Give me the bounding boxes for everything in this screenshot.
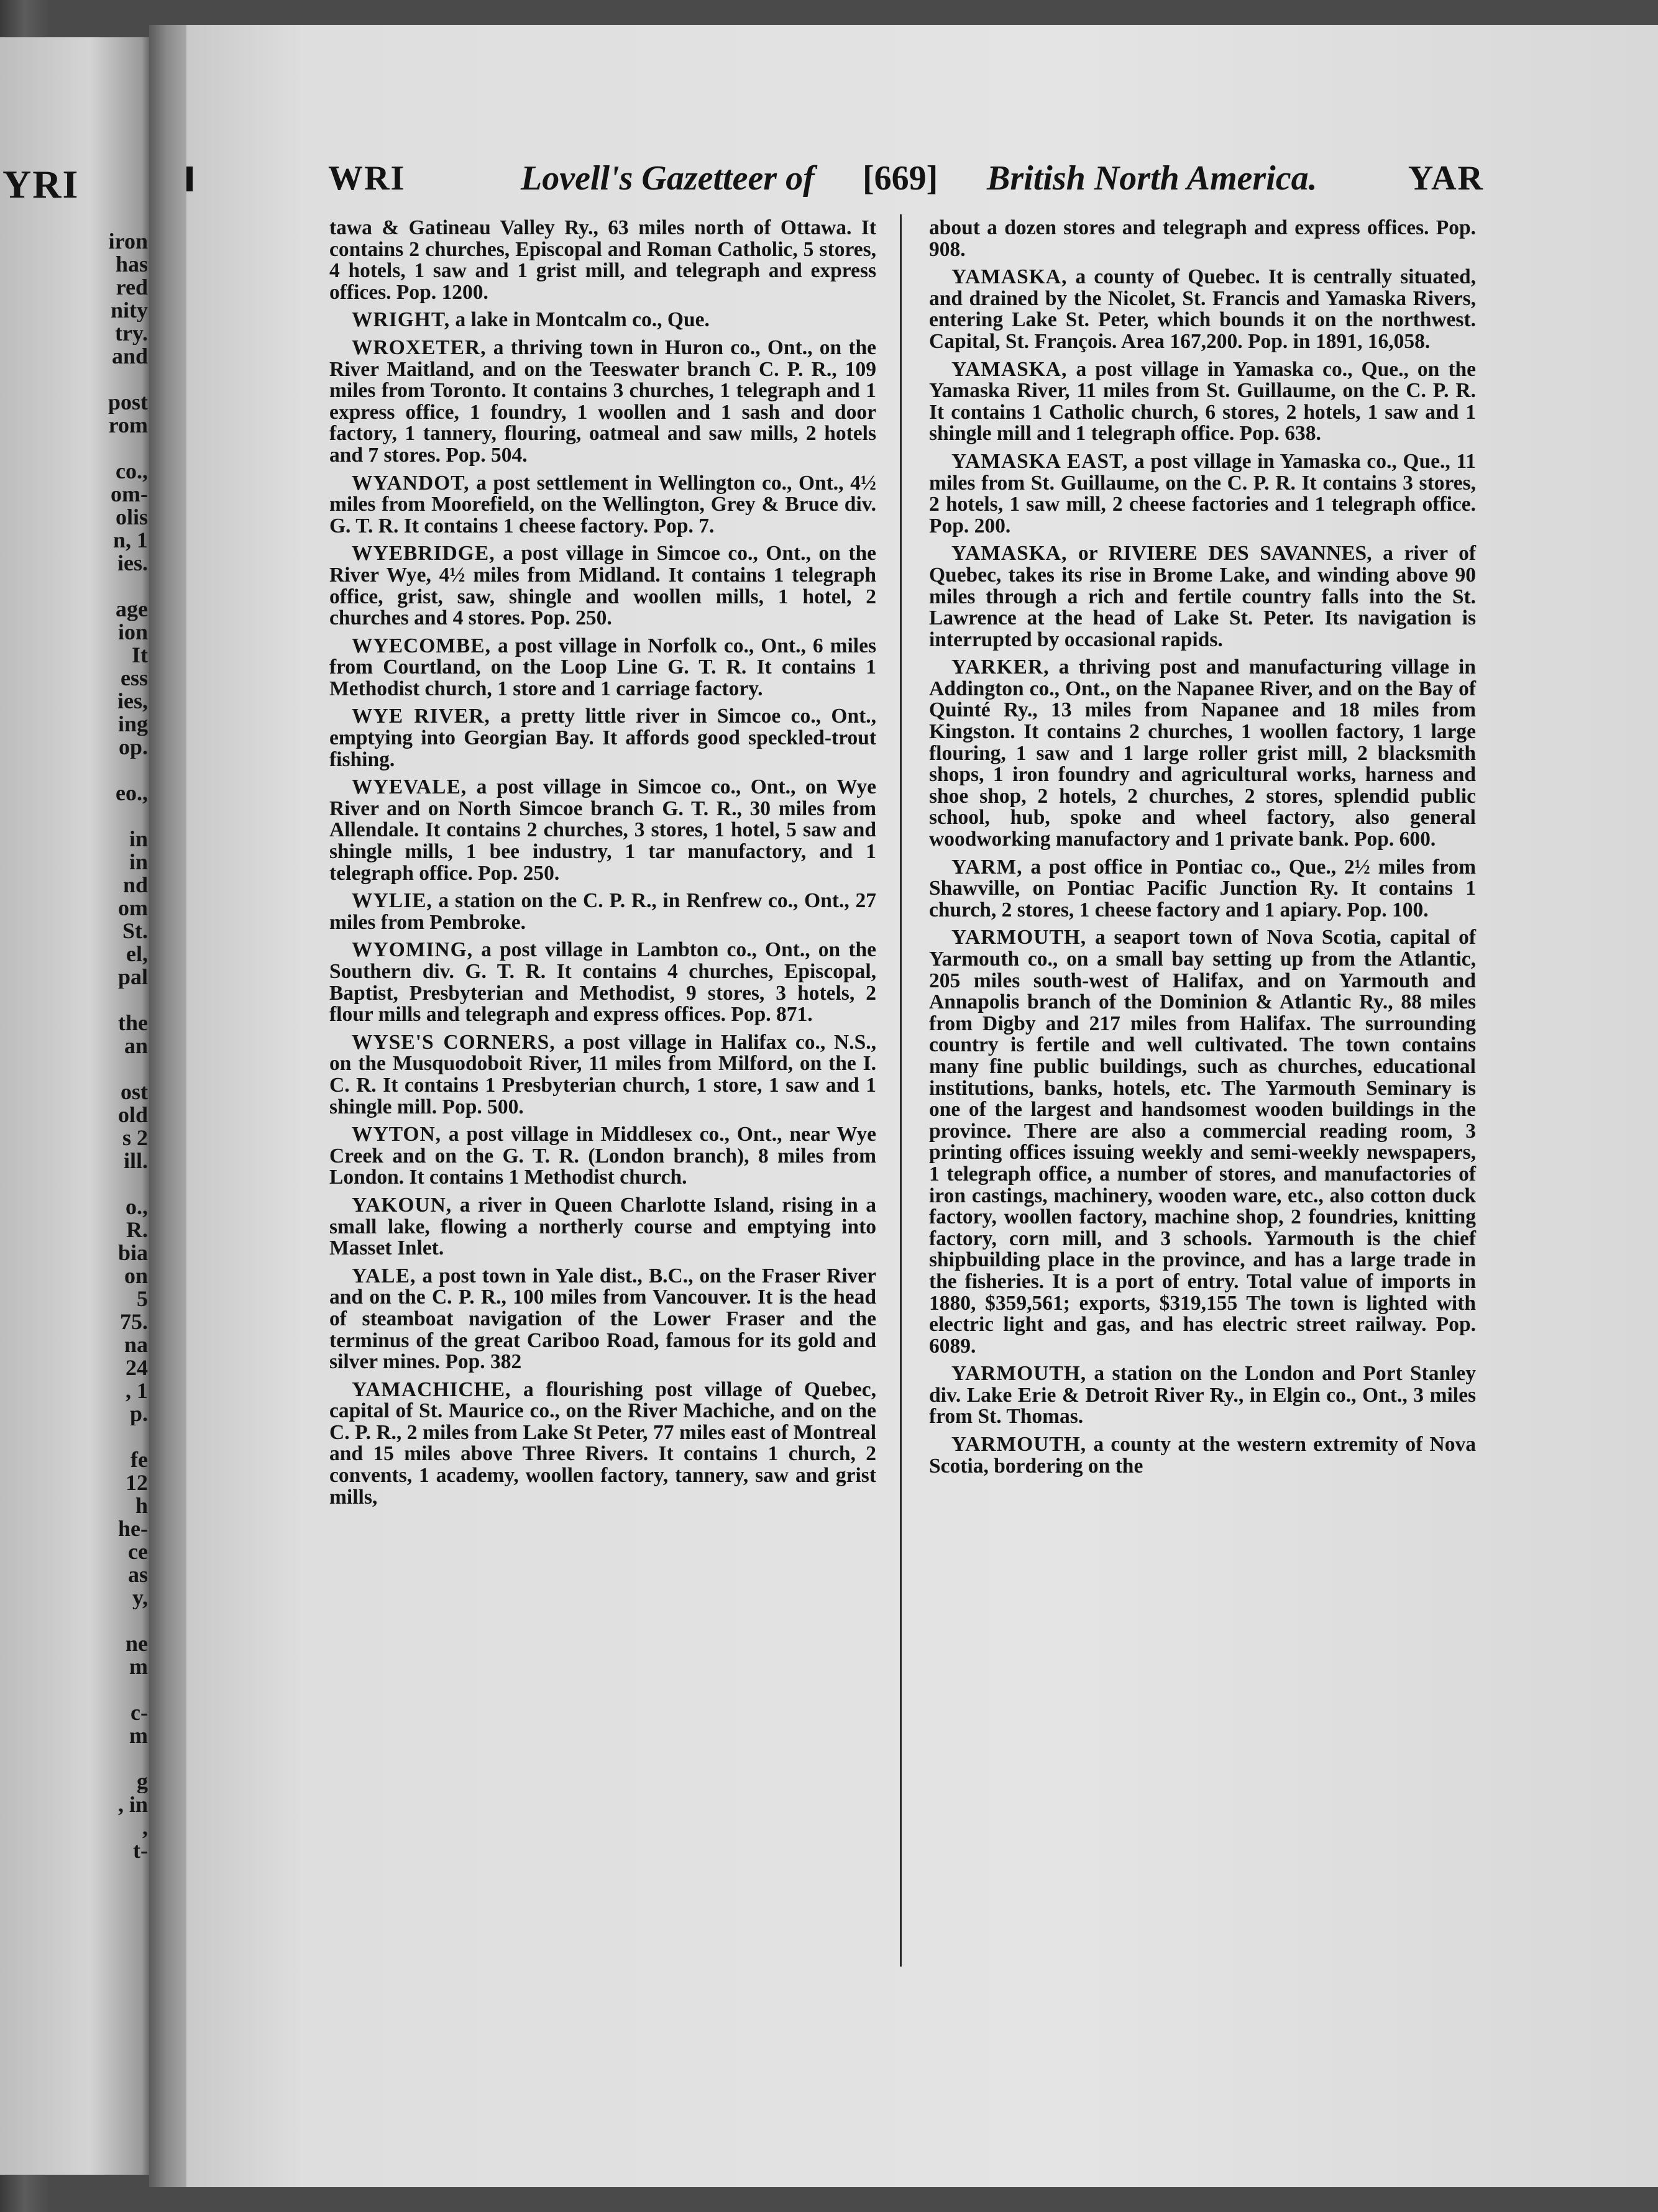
entry-headword: WYEBRIDGE, (352, 542, 495, 565)
header-left-guide: WRI (328, 159, 406, 198)
entry-text (929, 657, 1476, 850)
facing-page-fragment: nity (110, 299, 148, 322)
gazetteer-entry (929, 657, 1476, 850)
facing-page-fragment: ill. (123, 1149, 148, 1172)
entry-headword: YARMOUTH, (951, 1433, 1087, 1456)
entry-text (929, 267, 1476, 352)
gazetteer-entry (929, 1363, 1476, 1428)
entry-body: about a dozen stores and telegraph and express offices. Pop. 908. (929, 216, 1476, 261)
facing-page-fragment: old (117, 1104, 148, 1127)
entry-body: a post village in Simcoe co., Ont., on Wye River and on North Simcoe branch G. T. R., 30 miles from Allendale. It contains 2 churches, 3 stores, 1 hotel, 5 saw and shingle mills, 1 bee industry, 1 tar manufactory, and 1 telegraph office. Pop. 250. (329, 775, 876, 885)
entry-headword: YARKER, (951, 656, 1050, 679)
entry-body: a post town in Yale dist., B.C., on the Fraser River and on the C. P. R., 100 miles from Vancouver. It is the head of steamboat navigation of the Lower Fraser and the terminus of the great Cariboo Road, famous for its gold and silver mines. Pop. 382 (329, 1264, 876, 1374)
entry-body: a station on the London and Port Stanley div. Lake Erie & Detroit River Ry., in Elgin co., Ont., 3 miles from St. Thomas. (929, 1362, 1476, 1428)
facing-page-fragment (5, 1172, 148, 1195)
gazetteer-entry (929, 857, 1476, 921)
column-rule (900, 214, 902, 1967)
facing-page-fragment: St. (122, 920, 148, 943)
facing-page-fragment: in (129, 828, 148, 851)
facing-page-fragment: age (116, 598, 148, 621)
facing-page-fragment: iron (108, 230, 148, 253)
entry-body: a post settlement in Wellington co., Ont., 4½ miles from Moorefield, on the Wellington, Grey & Bruce div. G. T. R. It contains 1 cheese factory. Pop. 7. (329, 471, 876, 537)
entry-body: a post village in Lambton co., Ont., on the Southern div. G. T. R. It contains 4 churches, Episcopal, Baptist, Presbyterian and Methodist, 9 stores, 3 hotels, 2 flour mills and telegraph and express offices. Pop. 871. (329, 938, 876, 1026)
gazetteer-entry (329, 1266, 876, 1373)
facing-page-fragment: post (108, 391, 148, 414)
entry-body: a seaport town of Nova Scotia, capital of Yarmouth co., on a small bay setting up from the Atlantic, 205 miles south-west of Halifax, and on Yarmouth and Annapolis branch of the Dominion & Atlantic Ry., 88 miles from Digby and 217 miles from Halifax. The surrounding country is fertile and well cultivated. The town contains many fine public buildings, such as churches, educational institutions, banks, hotels, etc. The Yarmouth Seminary is one of the largest and handsomest wooden buildings in the province. There are also a commercial reading room, 3 printing offices issuing weekly and semi-weekly newspapers, 1 telegraph office, a number of stores, and manufactories of iron castings, machinery, wooden ware, etc., also cotton duck factory, woollen factory, machine shop, 2 foundries, knitting factory, corn mill, and 3 schools. Yarmouth is the chief shipbuilding place in the province, and has a large trade in the fisheries. It is a port of entry. Total value of imports in 1880, $359,561; exports, $319,155 The town is lighted with electric light and gas, and has electric street railway. Pop. 6089. (929, 926, 1476, 1358)
gazetteer-entry (329, 1032, 876, 1118)
facing-page-fragment: m (129, 1724, 148, 1747)
entry-headword: YAMACHICHE, (352, 1378, 511, 1401)
entry-text (329, 706, 876, 770)
entry-text (329, 1266, 876, 1373)
facing-page-fragments (5, 230, 148, 1862)
facing-page-fragment: p. (129, 1402, 148, 1425)
facing-page-fragment: ing (117, 713, 148, 736)
entry-body: a lake in Montcalm co., Que. (450, 308, 710, 332)
facing-page-fragment (5, 1678, 148, 1701)
facing-page-fragment: olis (115, 506, 148, 529)
facing-page-fragment: he- (118, 1517, 148, 1540)
facing-page-fragment: , in (117, 1793, 148, 1816)
facing-page-fragment: nd (122, 874, 148, 897)
right-column (929, 217, 1476, 1483)
facing-page-fragment (5, 1425, 148, 1448)
entry-text (929, 1434, 1476, 1477)
facing-page-fragment: el, (126, 943, 148, 966)
facing-page-fragment: t- (133, 1839, 148, 1862)
entry-body: a post village in Yamaska co., Que., on the Yamaska River, 11 miles from St. Guillaume, on the C. P. R. It contains 1 Catholic church, 6 stores, 2 hotels, 1 saw and 1 shingle mill and 1 telegraph office. Pop. 638. (929, 357, 1476, 446)
entry-body: a pretty little river in Simcoe co., Ont., emptying into Georgian Bay. It affords good speckled-trout fishing. (329, 705, 876, 771)
entry-headword: YAMASKA, (951, 542, 1068, 565)
facing-page-fragment: rom (108, 414, 148, 437)
entry-body: a post village in Simcoe co., Ont., on the River Wye, 4½ miles from Midland. It contains 1 telegraph office, grist, saw, shingle and woollen mills, 1 hotel, 2 churches and 4 stores. Pop. 250. (329, 542, 876, 630)
entry-headword: YARMOUTH, (951, 1362, 1087, 1386)
facing-page-fragment: in (129, 851, 148, 874)
gazetteer-entry (329, 777, 876, 884)
facing-page-fragment: try. (115, 322, 148, 345)
facing-page-fragment: om- (111, 483, 148, 506)
entry-text (929, 359, 1476, 445)
gazetteer-entry (329, 309, 876, 331)
entry-headword: WYEVALE, (352, 775, 467, 799)
entry-headword: YAMASKA, (951, 357, 1068, 381)
facing-page-fragment: ion (117, 621, 148, 644)
facing-page-fragment (5, 1058, 148, 1081)
left-column (329, 217, 876, 1514)
gazetteer-entry (329, 706, 876, 770)
entry-headword: YAMASKA EAST, (951, 449, 1129, 473)
facing-page-fragment: ies, (117, 690, 148, 713)
gazetteer-entry (329, 890, 876, 933)
entry-headword: YAKOUN, (352, 1193, 452, 1217)
facing-page-fragment: an (124, 1035, 148, 1058)
entry-text (329, 1379, 876, 1509)
entry-text (329, 473, 876, 537)
facing-page-fragment: 75. (120, 1310, 148, 1333)
facing-page-fragment: It (132, 644, 148, 667)
facing-page-fragment: m (129, 1655, 148, 1678)
gazetteer-entry (329, 939, 876, 1025)
entry-text (329, 636, 876, 700)
facing-page-fragment (5, 805, 148, 828)
facing-page-fragment: ce (128, 1540, 148, 1563)
facing-page-fragment: the (118, 1012, 148, 1035)
entry-body: a post village in Middlesex co., Ont., near Wye Creek and on the G. T. R. (London branch), 8 miles from London. It contains 1 Methodist church. (329, 1123, 876, 1189)
facing-page-fragment: , (142, 1816, 148, 1839)
gazetteer-entry (329, 217, 876, 303)
gazetteer-entry (929, 217, 1476, 260)
facing-page-fragment (5, 437, 148, 460)
running-header (328, 158, 1484, 208)
entry-headword: WYTON, (352, 1123, 442, 1146)
entry-body: a river in Queen Charlotte Island, rising in a small lake, flowing a northerly course and emptying into Masset Inlet. (329, 1193, 876, 1260)
entry-headword: WROXETER, (352, 336, 487, 359)
facing-page-fragment: ne (126, 1632, 148, 1655)
facing-page-fragment (5, 1609, 148, 1632)
gazetteer-entry (929, 267, 1476, 352)
facing-page-fragment: eo., (116, 782, 148, 805)
page-number: [669] (863, 159, 938, 198)
facing-page-fragment: ies. (117, 552, 148, 575)
entry-text (329, 1195, 876, 1259)
entry-headword: WYLIE, (352, 889, 433, 913)
entry-text (929, 451, 1476, 537)
header-title-continued: British North America. (987, 159, 1317, 198)
facing-page-fragment: om (118, 897, 148, 920)
entry-headword: WYSE'S CORNERS, (352, 1030, 556, 1054)
binding-mark (186, 167, 193, 191)
entry-text (929, 857, 1476, 921)
entry-body: a thriving town in Huron co., Ont., on the River Maitland, and on the Teeswater branch C. P. R., 109 miles from Toronto. It contains 3 churches, 1 telegraph and 1 express office, 1 foundry, 1 woollen and 1 sash and door factory, 1 tannery, flouring, oatmeal and saw mills, 2 hotels and 7 stores. Pop. 504. (329, 336, 876, 467)
entry-headword: YARMOUTH, (951, 926, 1087, 949)
entry-text (329, 543, 876, 629)
entry-text (929, 1363, 1476, 1428)
gazetteer-entry (929, 359, 1476, 445)
entry-headword: WYECOMBE, (352, 634, 491, 657)
entry-body: a post village in Halifax co., N.S., on the Musquodoboit River, 11 miles from Milford, on the I. C. R. It contains 1 Presbyterian church, 1 store, 1 saw and 1 shingle mill. Pop. 500. (329, 1030, 876, 1118)
entry-headword: WYE RIVER, (352, 705, 490, 728)
facing-page-fragment: co., (116, 460, 148, 483)
facing-page-fragment: pal (117, 966, 148, 989)
entry-body: tawa & Gatineau Valley Ry., 63 miles north of Ottawa. It contains 2 churches, Episcopal and Roman Catholic, 5 stores, 4 hotels, 1 saw and 1 grist mill, and telegraph and express offices. Pop. 1200. (329, 216, 876, 304)
entry-body: a flourishing post village of Quebec, capital of St. Maurice co., on the River Machiche, and on the C. P. R., 2 miles from Lake St Peter, 77 miles east of Montreal and 15 miles above Three Rivers. It contains 1 church, 2 convents, 1 academy, woollen factory, tannery, saw and grist mills, (329, 1378, 876, 1509)
facing-page-fragment (5, 368, 148, 391)
gazetteer-entry (929, 1434, 1476, 1477)
entry-text (929, 217, 1476, 260)
facing-page-fragment: as (127, 1563, 148, 1586)
entry-text (329, 777, 876, 884)
facing-page-fragment: 12 (126, 1471, 148, 1494)
facing-page-fragment: has (115, 253, 148, 276)
entry-text (929, 543, 1476, 651)
entry-headword: WRIGHT, (352, 308, 451, 332)
entry-headword: YAMASKA, (951, 265, 1068, 289)
gazetteer-entry (929, 451, 1476, 537)
entry-text (329, 1032, 876, 1118)
entry-body: a post village in Yamaska co., Que., 11 miles from St. Guillaume, on the C. P. R. It contains 3 stores, 2 hotels, 1 saw mill, 2 cheese factories and 1 telegraph office. Pop. 200. (929, 449, 1476, 537)
facing-page-fragment: ost (121, 1081, 148, 1104)
gazetteer-entry (329, 337, 876, 467)
entry-body: a county at the western extremity of Nova Scotia, bordering on the (929, 1433, 1476, 1478)
facing-page-fragment: c- (131, 1701, 148, 1724)
facing-page-fragment: and (111, 345, 148, 368)
entry-headword: WYANDOT, (352, 471, 470, 495)
entry-text (329, 939, 876, 1025)
entry-text (329, 890, 876, 933)
entry-body: a station on the C. P. R., in Renfrew co., Ont., 27 miles from Pembroke. (329, 889, 876, 934)
facing-page-fragment (5, 989, 148, 1012)
entry-headword: WYOMING, (352, 938, 474, 962)
facing-page-fragment (5, 575, 148, 598)
gazetteer-entry (929, 543, 1476, 651)
facing-page-fragment: h (135, 1494, 148, 1517)
facing-page-fragment: na (124, 1333, 148, 1356)
facing-page-fragment: red (116, 276, 148, 299)
gazetteer-entry (329, 1379, 876, 1509)
facing-page-fragment: s 2 (122, 1127, 148, 1149)
facing-page-fragment: g (137, 1770, 148, 1793)
facing-page-fragment: n, 1 (112, 529, 148, 552)
facing-page-fragment: fe (131, 1448, 148, 1471)
entry-body: a thriving post and manufacturing village in Addington co., Ont., on the Napanee River, and on the Bay of Quinté Ry., 13 miles from Napanee and 18 miles from Kingston. It contains 2 churches, 1 woollen factory, 1 large flouring, 1 saw and 1 large roller grist mill, 2 blacksmith shops, 1 iron foundry and agricultural works, harness and shoe shop, 2 hotels, 2 churches, 2 stores, splendid public school, hub, spoke and wheel factory, also general woodworking manufactory and 1 private bank. Pop. 600. (929, 656, 1476, 851)
gazetteer-entry (329, 1195, 876, 1259)
entry-body: a post village in Norfolk co., Ont., 6 miles from Courtland, on the Loop Line G. T. R. It contains 1 Methodist church, 1 store and 1 carriage factory. (329, 634, 876, 700)
entry-text (329, 309, 876, 331)
facing-page-fragment: op. (118, 736, 148, 759)
facing-page-fragment (5, 1747, 148, 1770)
facing-page-fragment: , 1 (126, 1379, 148, 1402)
entry-text (329, 337, 876, 467)
gazetteer-entry (329, 473, 876, 537)
facing-page-fragment: R. (126, 1218, 148, 1241)
entry-text (929, 927, 1476, 1357)
entry-headword: YARM, (951, 855, 1023, 879)
facing-page-fragment: ess (121, 667, 148, 690)
entry-body: a post office in Pontiac co., Que., 2½ miles from Shawville, on Pontiac Pacific Junction Ry. It contains 1 church, 2 stores, 1 cheese factory and 1 apiary. Pop. 100. (929, 855, 1476, 921)
facing-page-fragment: bia (117, 1241, 148, 1264)
header-right-guide: YAR (1408, 159, 1484, 198)
facing-page-heading: YRI (2, 162, 80, 206)
facing-page-fragment: 5 (137, 1287, 148, 1310)
facing-page-edge (0, 37, 149, 2175)
entry-body: a county of Quebec. It is centrally situated, and drained by the Nicolet, St. Francis and Yamaska Rivers, entering Lake St. Peter, which bounds it on the northwest. Capital, St. François. Area 167,200. Pop. in 1891, 16,058. (929, 265, 1476, 353)
gazetteer-entry (329, 1124, 876, 1189)
entry-body: or RIVIERE DES SAVANNES, a river of Quebec, takes its rise in Brome Lake, and winding above 90 miles through a rich and fertile country falls into the St. Lawrence at the head of Lake St. Peter. Its navigation is interrupted by occasional rapids. (929, 542, 1476, 651)
entry-text (329, 1124, 876, 1189)
gazetteer-entry (929, 927, 1476, 1357)
facing-page-fragment: 24 (126, 1356, 148, 1379)
header-title: Lovell's Gazetteer of (521, 159, 815, 198)
gazetteer-entry (329, 543, 876, 629)
facing-page-fragment: on (124, 1264, 148, 1287)
entry-headword: YALE, (352, 1264, 416, 1287)
gazetteer-entry (329, 636, 876, 700)
facing-page-fragment (5, 759, 148, 782)
facing-page-fragment: y, (132, 1586, 148, 1609)
facing-page-fragment: o., (126, 1195, 148, 1218)
entry-text (329, 217, 876, 303)
